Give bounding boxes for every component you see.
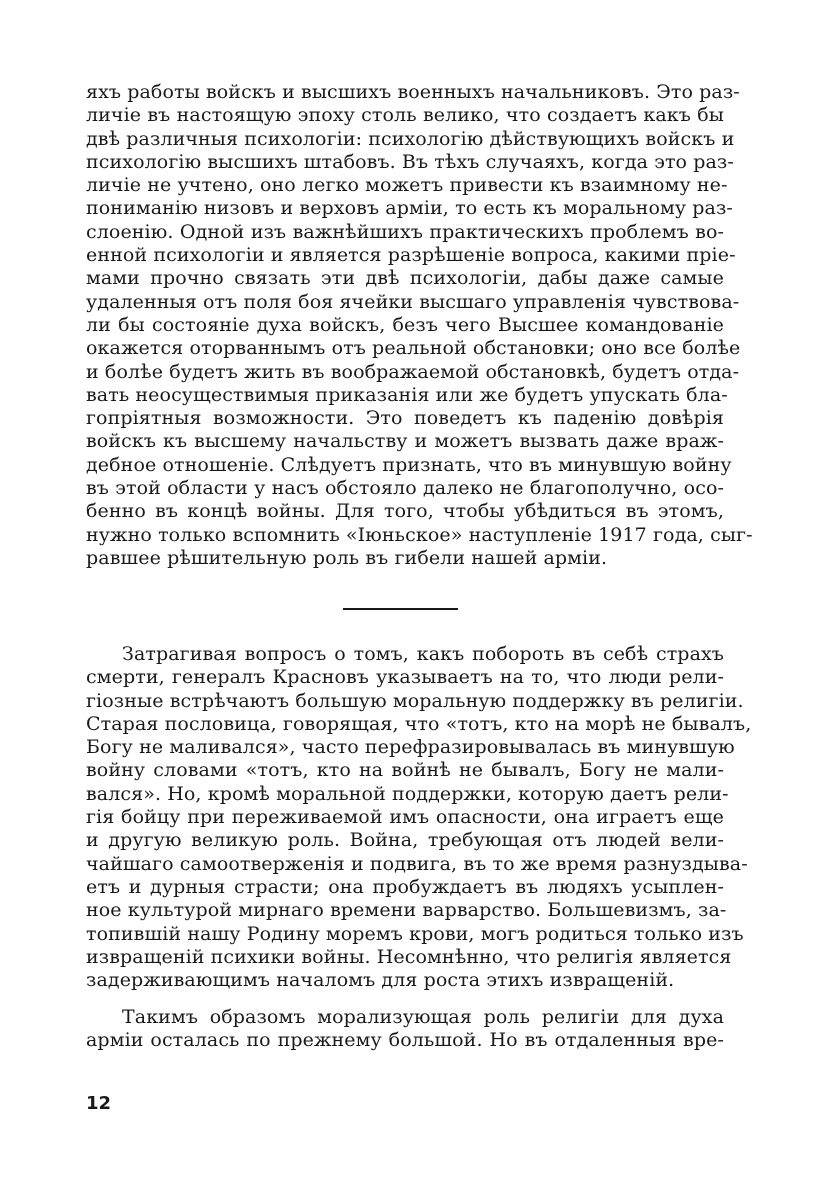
paragraph-3-line: Такимъ образомъ морализующая роль религіи для духа [122, 1006, 724, 1028]
section-divider [343, 608, 458, 610]
paragraph-2-line: Старая пословица, говорящая, что «тотъ, кто на морѣ не бывалъ, [86, 712, 752, 735]
paragraph-1-line: удаленныя отъ поля боя ячейки высшаго управленія чувствова- [86, 290, 740, 313]
paragraph-1-line: окажется оторваннымъ отъ реальной обстановки; оно все болѣе [86, 337, 741, 360]
paragraph-2-line: етъ и дурныя страсти; она пробуждаетъ въ людяхъ усыплен- [86, 875, 724, 898]
paragraph-1-line: пониманію низовъ и верховъ арміи, то есть къ моральному раз- [86, 197, 733, 220]
paragraph-2-line: чайшаго самоотверженія и подвига, въ то же время разнуздыва- [86, 852, 748, 875]
paragraph-1-line: вать неосуществимыя приказанія или же будетъ упускать бла- [86, 383, 728, 406]
paragraph-1-line: яхъ работы войскъ и высшихъ военныхъ начальниковъ. Это раз- [86, 81, 740, 103]
paragraph-2-line: задерживающимъ началомъ для роста этихъ извращеній. [86, 969, 675, 992]
paragraph-2-line: ное культурой мирнаго времени варварство. Большевизмъ, за- [86, 899, 727, 922]
paragraph-1-line: нужно только вспомнить «Іюньское» наступленіе 1917 года, сыг- [86, 523, 753, 546]
paragraph-1-line: мами прочно связать эти двѣ психологіи, дабы даже самые [86, 267, 724, 290]
paragraph-2-line: Богу не маливался», часто перефразировывалась въ минувшую [86, 736, 735, 759]
paragraph-1-line: слоенію. Одной изъ важнѣйшихъ практическихъ проблемъ во- [86, 220, 724, 243]
paragraph-1-line: личіе не учтено, оно легко можетъ привести къ взаимному не- [86, 174, 728, 197]
paragraph-3-line: арміи осталась по прежнему большой. Но въ отдаленныя вре- [86, 1029, 724, 1052]
paragraph-1-line: енной психологіи и является разрѣшеніе вопроса, какими пріе- [86, 244, 736, 267]
paragraph-2-line: смерти, генералъ Красновъ указываетъ на то, что люди рели- [86, 666, 724, 689]
paragraph-2-line: извращеній психики войны. Несомнѣнно, что религія является [86, 945, 732, 968]
paragraph-3 [86, 1006, 724, 1053]
paragraph-1-line: психологію высшихъ штабовъ. Въ тѣхъ случаяхъ, когда это раз- [86, 150, 734, 173]
paragraph-1-line: ли бы состояніе духа войскъ, безъ чего Высшее командованіе [86, 313, 724, 336]
paragraph-2-line: вался». Но, кромѣ моральной поддержки, которую даетъ рели- [86, 782, 729, 805]
paragraph-1 [86, 81, 753, 570]
paragraph-2-line: гіозные встрѣчаютъ большую моральную поддержку въ религіи. [86, 689, 744, 712]
paragraph-1-line: гопріятныя возможности. Это поведетъ къ паденію довѣрія [86, 407, 724, 430]
paragraph-2-line: топившій нашу Родину моремъ крови, могъ родиться только изъ [86, 922, 744, 945]
paragraph-1-line: въ этой области у насъ обстояло далеко не благополучно, осо- [86, 477, 724, 500]
page-number: 12 [86, 1093, 112, 1114]
paragraph-2 [86, 643, 752, 992]
paragraph-2-line: и другую великую роль. Война, требующая отъ людей вели- [86, 829, 724, 852]
paragraph-2-line: гія бойцу при переживаемой имъ опасности, она играетъ еще [86, 806, 724, 829]
paragraph-2-line: войну словами «тотъ, кто на войнѣ не бывалъ, Богу не мали- [86, 759, 724, 782]
paragraph-2-line: Затрагивая вопросъ о томъ, какъ побороть въ себѣ страхъ [122, 643, 724, 665]
paragraph-1-line: и болѣе будетъ жить въ воображаемой обстановкѣ, будетъ отда- [86, 360, 740, 383]
paragraph-1-line: бенно въ концѣ войны. Для того, чтобы убѣдиться въ этомъ, [86, 500, 724, 523]
paragraph-1-line: личіе въ настоящую эпоху столь велико, что создаетъ какъ бы [86, 104, 724, 127]
paragraph-1-line: равшее рѣшительную роль въ гибели нашей арміи. [86, 546, 608, 569]
paragraph-1-line: дебное отношеніе. Слѣдуетъ признать, что въ минувшую войну [86, 453, 732, 476]
paragraph-1-line: войскъ къ высшему начальству и можетъ вызвать даже враж- [86, 430, 724, 453]
paragraph-1-line: двѣ различныя психологіи: психологію дѣйствующихъ войскъ и [86, 127, 735, 150]
